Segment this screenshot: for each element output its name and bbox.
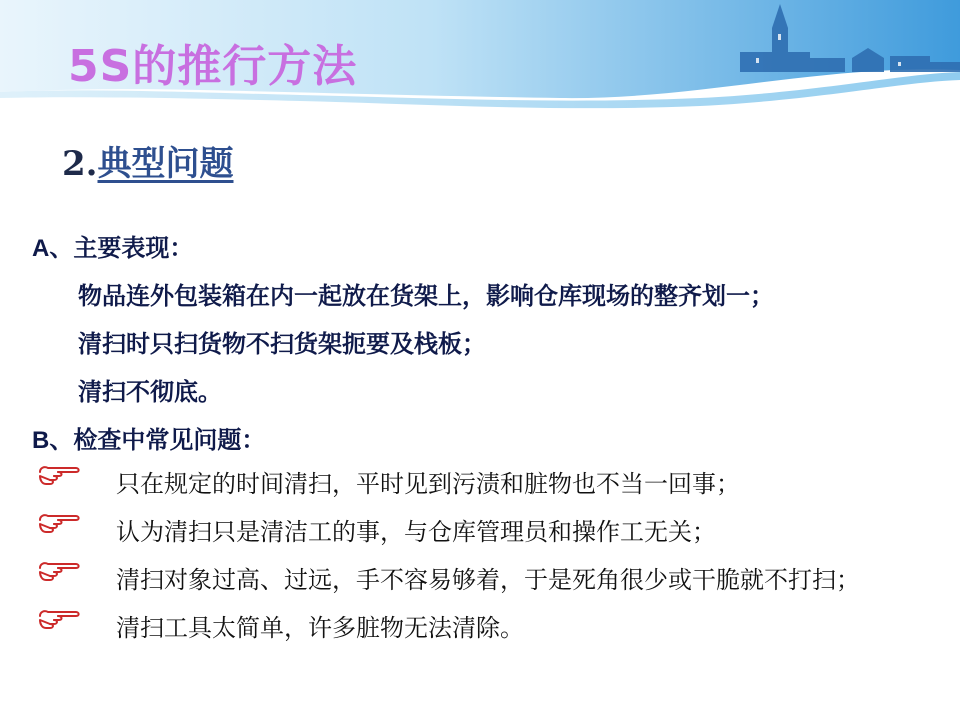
subtitle-number: 2. — [62, 144, 98, 184]
section-a-line: 清扫时只扫货物不扫货架扼要及栈板； — [78, 329, 486, 358]
pointing-hand-icon — [36, 606, 82, 638]
section-b-heading — [32, 420, 265, 455]
list-item — [36, 606, 946, 646]
subtitle-text: 典型问题 — [97, 144, 234, 184]
section-a-line: 清扫不彻底。 — [78, 377, 222, 406]
section-a-line: 物品连外包装箱在内一起放在货架上，影响仓库现场的整齐划一； — [78, 281, 774, 310]
pointing-hand-icon — [36, 462, 82, 494]
section-a-heading — [32, 228, 193, 263]
section-a-label: 、主要表现： — [49, 233, 194, 262]
section-a-letter: A — [32, 235, 50, 262]
list-item-text: 清扫工具太简单，许多脏物无法清除。 — [116, 614, 524, 642]
page-title: 5S的推行方法 — [68, 41, 358, 92]
pointing-hand-icon — [36, 510, 82, 542]
section-b-label: 、检查中常见问题： — [49, 425, 266, 454]
list-item-text: 只在规定的时间清扫，平时见到污渍和脏物也不当一回事； — [116, 470, 740, 498]
section-subtitle — [62, 136, 234, 185]
pointing-hand-icon — [36, 558, 82, 590]
list-item-text: 认为清扫只是清洁工的事，与仓库管理员和操作工无关； — [116, 518, 716, 546]
list-item — [36, 558, 946, 598]
list-item-text: 清扫对象过高、过远，手不容易够着，于是死角很少或干脆就不打扫； — [116, 566, 860, 594]
list-item — [36, 510, 946, 550]
section-b-letter: B — [32, 427, 50, 454]
list-item — [36, 462, 946, 502]
